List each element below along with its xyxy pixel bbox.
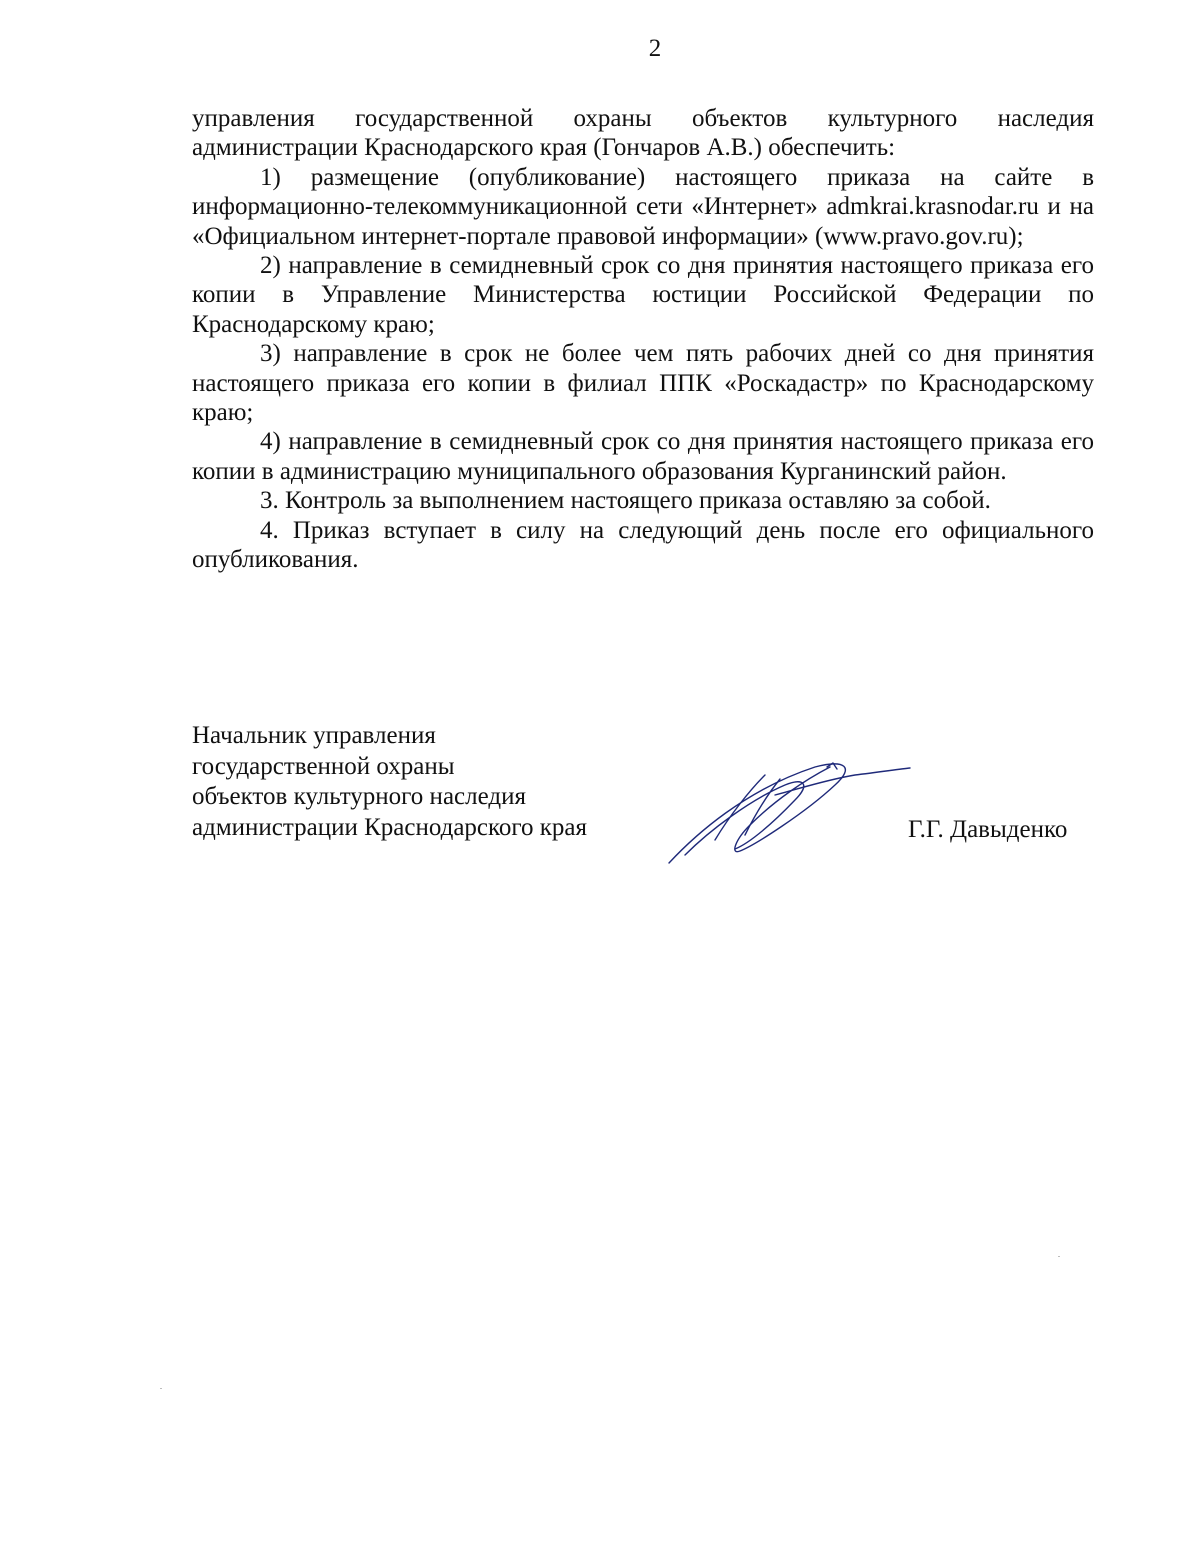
signatory-name: Г.Г. Давыденко (908, 816, 1068, 843)
signatory-position-line: администрации Краснодарского края (192, 813, 588, 841)
signatory-position-line: объектов культурного наследия (192, 783, 526, 810)
signatory-position-line: государственной охраны (192, 752, 455, 780)
paragraph-continuation: управления государственной охраны объектов культурного наследия администрации Краснодарского края (Гончаров А.В.) обеспечить: (192, 105, 1094, 162)
signatory-position (192, 721, 632, 843)
paragraph-item-1: 1) размещение (опубликование) настоящего приказа на сайте в информационно-телекоммуникационной сети «Интернет» admkrai.krasnodar.ru и на «Официальном интернет-портале правовой информации» (www.pravo.gov.ru); (192, 163, 1094, 250)
paragraph-item-4: 4) направление в семидневный срок со дня принятия настоящего приказа его копии в администрацию муниципального образования Курганинский район. (192, 428, 1094, 485)
page-number: 2 (648, 35, 662, 62)
handwritten-signature (655, 745, 920, 875)
paragraph-point-3: 3. Контроль за выполнением настоящего приказа оставляю за собой. (260, 487, 991, 515)
document-body (192, 104, 1094, 575)
scan-speck (1058, 1256, 1060, 1257)
paragraph-item-3: 3) направление в срок не более чем пять рабочих дней со дня принятия настоящего приказа его копии в филиал ППК «Роскадастр» по Краснодарскому краю; (192, 340, 1094, 427)
paragraph-point-4: 4. Приказ вступает в силу на следующий день после его официального опубликования. (192, 516, 1094, 574)
signatory-position-line: Начальник управления (192, 722, 436, 749)
scan-speck (160, 1388, 162, 1389)
paragraph-item-2: 2) направление в семидневный срок со дня принятия настоящего приказа его копии в Управление Министерства юстиции Российской Федерации по Краснодарскому краю; (192, 252, 1094, 338)
